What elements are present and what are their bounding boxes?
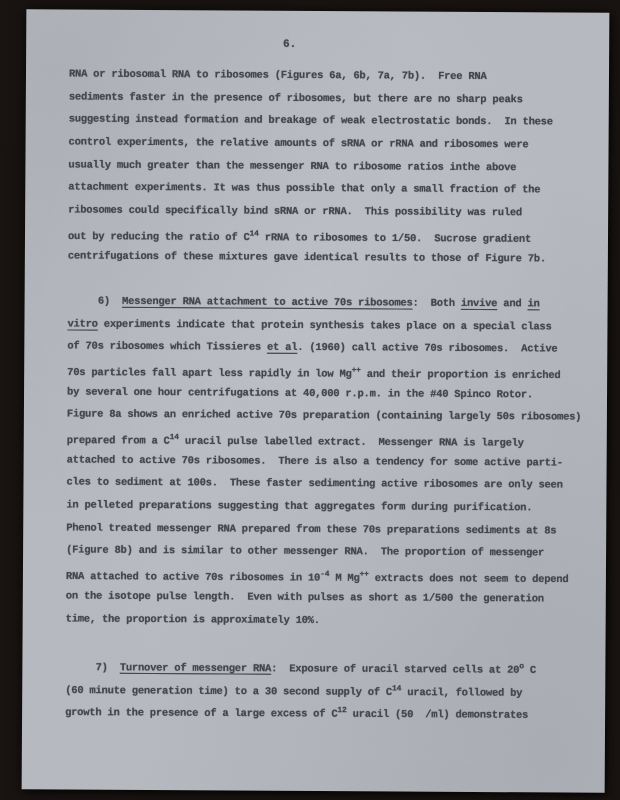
document-page: [22, 9, 610, 793]
superscript-text-run: 14: [391, 684, 402, 694]
text-line: [67, 336, 582, 362]
text-run: attached to active 70s ribosomes. There is also a tendency for some active parti-: [66, 454, 563, 470]
text-run: sediments faster in the presence of ribosomes, but there are no sharp peaks: [68, 91, 523, 106]
superscript-text-run: 12: [337, 706, 347, 716]
text-line: [66, 563, 581, 589]
text-line: [69, 86, 584, 112]
underlined-text-run: Turnover of messenger RNA: [119, 662, 272, 676]
text-line: [67, 449, 582, 475]
text-line: [68, 177, 583, 203]
text-line: [69, 63, 584, 89]
text-run: time, the proportion is approximately 10%.: [65, 612, 320, 627]
text-run: uracil (50 /ml) demonstrates: [346, 708, 529, 723]
text-line: [69, 132, 584, 158]
text-run: rRNA to ribosomes to 1/50. Sucrose gradient: [258, 231, 532, 246]
page-number: 6.: [283, 38, 297, 51]
underlined-text-run: invive: [460, 297, 498, 310]
text-run: experiments indicate that protein synthesis takes place on a special class: [97, 318, 552, 334]
underlined-text-run: vitro: [67, 318, 98, 331]
text-run: in pelleted preparations suggesting that aggregates form during purification.: [66, 499, 533, 515]
text-run: uracil, followed by: [401, 686, 523, 700]
text-line: [67, 358, 582, 384]
text-run: prepared from a C: [66, 434, 170, 448]
text-run: out by reducing the ratio of C: [67, 230, 250, 244]
text-run: RNA attached to active 70s ribosomes in 10: [65, 571, 321, 585]
text-run: centrifugations of these mixtures gave identical results to those of Figure 7b.: [67, 249, 546, 265]
superscript-text-run: -4: [320, 570, 330, 580]
superscript-text-run: ++: [351, 366, 361, 376]
text-run: 6): [67, 295, 123, 308]
text-line: [68, 222, 583, 248]
text-run: M Mg: [329, 572, 360, 585]
text-run: C: [523, 664, 536, 677]
text-run: uracil pulse labelled extract. Messenger RNA is largely: [178, 435, 524, 450]
text-run: ribosomes could specifically bind sRNA or rRNA. This possibility was ruled: [68, 204, 523, 220]
superscript-text-run: o: [519, 662, 524, 672]
blank-line: [68, 268, 583, 294]
text-line: [67, 426, 582, 452]
text-line: [68, 200, 583, 226]
text-run: on the isotope pulse length. Even with pulses as short as 1/500 the generation: [65, 590, 544, 606]
text-run: cles to sediment at 100s. These faster sedimenting active ribosomes are only seen: [66, 476, 563, 492]
page-text-block: [65, 63, 584, 724]
text-line: [68, 290, 583, 316]
text-run: and their proportion is enriched: [360, 368, 561, 382]
text-run: : Exposure of uracil starved cells at 20: [271, 663, 520, 677]
text-line: [67, 313, 582, 339]
text-run: (60 minute generation time) to a 30 second supply of C: [65, 684, 393, 699]
text-line: [66, 472, 581, 498]
text-run: Phenol treated messenger RNA prepared from these 70s preparations sediments at 8s: [66, 522, 557, 538]
text-run: RNA or ribosomal RNA to ribosomes (Figures 6a, 6b, 7a, 7b). Free RNA: [68, 68, 487, 84]
text-run: Figure 8a shows an enriched active 70s preparation (containing largely 50s ribosomes): [66, 408, 582, 424]
text-run: suggesting instead formation and breakage of weak electrostatic bonds. In these: [68, 113, 553, 129]
text-run: 70s particles fall apart less rapidly in low Mg: [67, 366, 352, 381]
text-run: and: [497, 297, 528, 311]
text-run: attachment experiments. It was thus possible that only a small fraction of the: [68, 181, 541, 197]
text-line: [67, 381, 582, 407]
text-run: of 70s ribosomes which Tissieres: [67, 340, 268, 354]
text-run: (Figure 8b) and is similar to other messenger RNA. The proportion of messenger: [66, 544, 545, 560]
text-run: usually much greater than the messenger RNA to ribosome ratios inthe above: [68, 159, 517, 174]
text-run: . (1960) call active 70s ribosomes. Active: [297, 342, 558, 356]
text-run: by several one hour centrifugations at 40,000 r.p.m. in the #40 Spinco Rotor.: [67, 386, 534, 401]
superscript-text-run: 14: [249, 229, 259, 239]
text-line: [68, 154, 583, 180]
blank-line: [65, 631, 580, 657]
text-line: [69, 109, 584, 135]
text-line: [66, 495, 581, 521]
text-line: [65, 676, 580, 702]
text-run: extracts does not seem to depend: [368, 572, 569, 587]
text-line: [65, 699, 580, 725]
text-line: [66, 608, 581, 634]
text-run: 7): [65, 661, 120, 675]
text-line: [66, 585, 581, 611]
superscript-text-run: 14: [169, 433, 179, 443]
text-line: [66, 540, 581, 566]
text-line: [65, 653, 580, 679]
text-run: growth in the presence of a large excess of C: [65, 707, 338, 721]
text-run: : Both: [412, 297, 461, 310]
text-run: control experiments, the relative amounts of sRNA or rRNA and ribosomes were: [68, 136, 529, 152]
text-line: [66, 517, 581, 543]
text-line: [67, 404, 582, 430]
underlined-text-run: in: [527, 298, 540, 311]
superscript-text-run: ++: [359, 570, 369, 580]
underlined-text-run: et al: [266, 341, 298, 355]
underlined-text-run: Messenger RNA attachment to active 70s ribosomes: [122, 295, 413, 310]
text-line: [68, 245, 583, 271]
